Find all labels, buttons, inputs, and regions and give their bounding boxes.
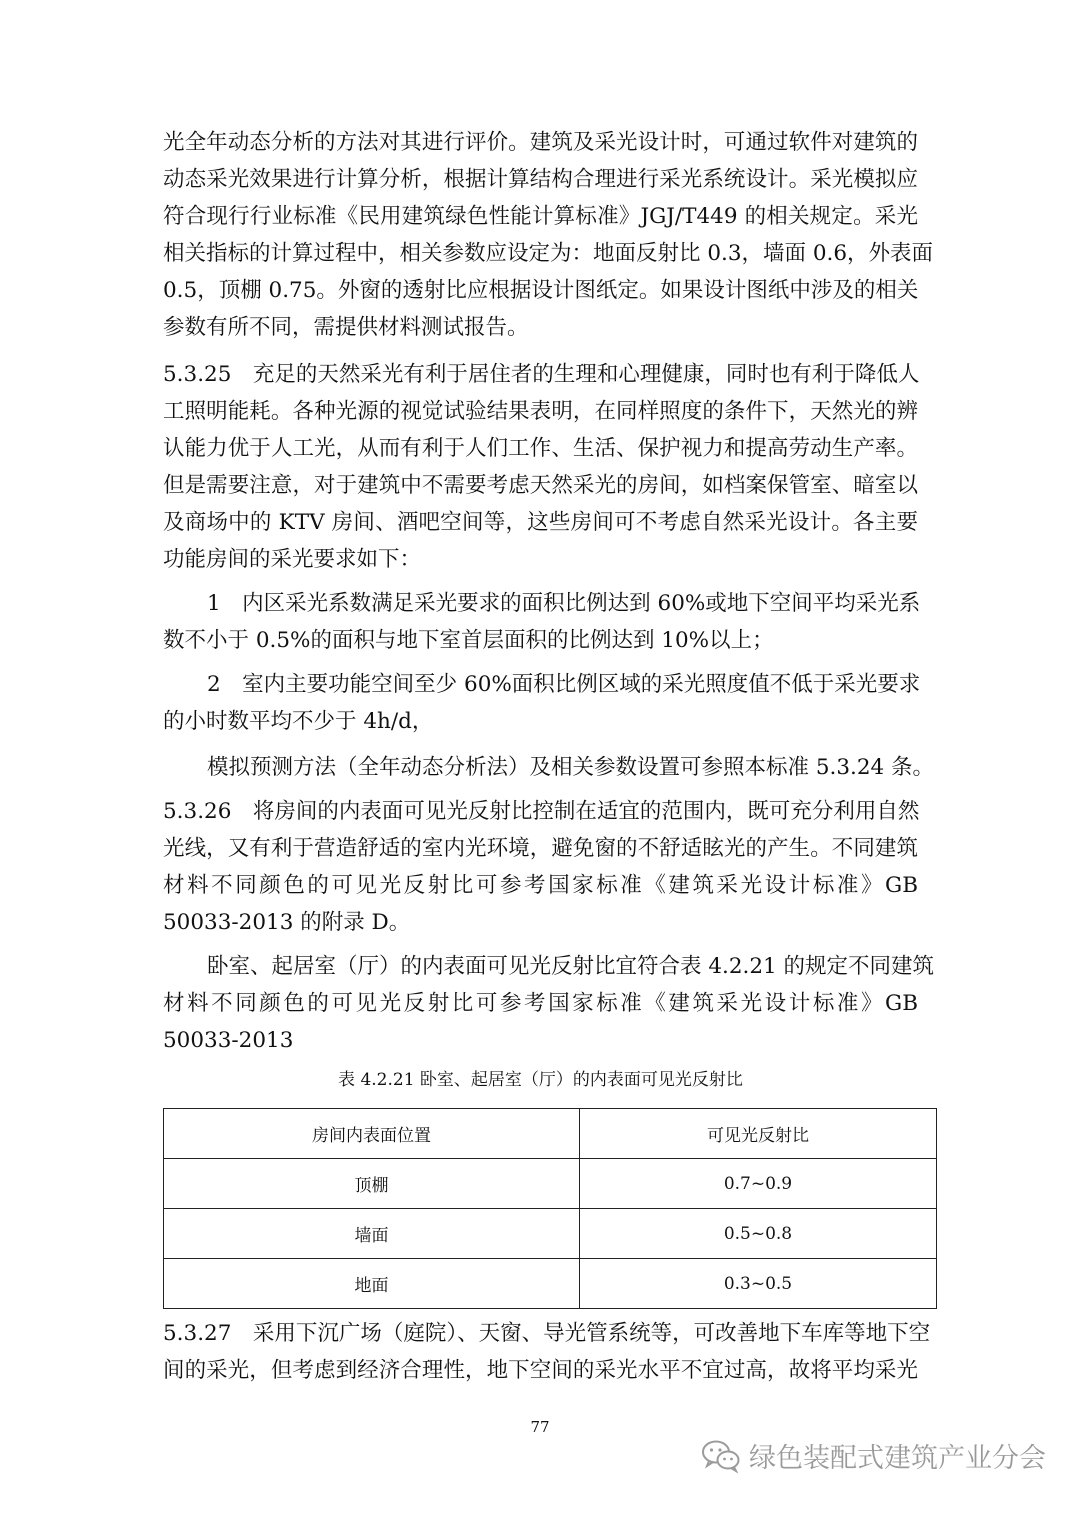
body-line: 工照明能耗。各种光源的视觉试验结果表明，在同样照度的条件下，天然光的辨: [163, 399, 918, 424]
watermark-text: 绿色装配式建筑产业分会: [749, 1443, 1046, 1474]
body-line: 的小时数平均不少于 4h/d，: [163, 709, 434, 734]
table-cell: 地面: [164, 1259, 580, 1309]
body-line: 符合现行行业标准《民用建筑绿色性能计算标准》JGJ/T449 的相关规定。采光: [163, 204, 918, 229]
body-line: 认能力优于人工光，从而有利于人们工作、生活、保护视力和提高劳动生产率。: [163, 436, 918, 461]
clause-5-3-25: 5.3.25 充足的天然采光有利于居住者的生理和心理健康，同时也有利于降低人: [163, 362, 920, 387]
list-item-2: 2 室内主要功能空间至少 60%面积比例区域的采光照度值不低于采光要求: [207, 672, 921, 697]
body-line: 光全年动态分析的方法对其进行评价。建筑及采光设计时，可通过软件对建筑的: [163, 130, 918, 155]
table-row: [164, 1159, 937, 1209]
table-row: [164, 1209, 937, 1259]
body-line: 但是需要注意，对于建筑中不需要考虑天然采光的房间，如档案保管室、暗室以: [163, 473, 918, 498]
column-header: 可见光反射比: [579, 1109, 936, 1159]
body-line: 50033-2013 的附录 D。: [163, 910, 411, 935]
table-cell: 0.7~0.9: [579, 1159, 936, 1209]
table-cell: 0.5~0.8: [579, 1209, 936, 1259]
list-item-1: 1 内区采光系数满足采光要求的面积比例达到 60%或地下空间平均采光系: [207, 591, 921, 616]
page-number: 77: [530, 1418, 550, 1436]
watermark: [701, 1436, 1046, 1475]
body-line: 光线，又有利于营造舒适的室内光环境，避免窗的不舒适眩光的产生。不同建筑: [163, 836, 918, 861]
body-line: 及商场中的 KTV 房间、酒吧空间等，这些房间可不考虑自然采光设计。各主要: [163, 510, 918, 535]
table-cell: 0.3~0.5: [579, 1259, 936, 1309]
body-line: 卧室、起居室（厅）的内表面可见光反射比宜符合表 4.2.21 的规定不同建筑: [207, 954, 935, 979]
clause-5-3-27: 5.3.27 采用下沉广场（庭院）、天窗、导光管系统等，可改善地下车库等地下空: [163, 1321, 931, 1346]
body-line: 动态采光效果进行计算分析，根据计算结构合理进行采光系统设计。采光模拟应: [163, 167, 918, 192]
column-header: 房间内表面位置: [164, 1109, 580, 1159]
table-caption: 表 4.2.21 卧室、起居室（厅）的内表面可见光反射比: [338, 1070, 743, 1090]
table-row: [164, 1259, 937, 1309]
body-line: 材料不同颜色的可见光反射比可参考国家标准《建筑采光设计标准》GB: [163, 991, 918, 1016]
body-line: 数不小于 0.5%的面积与地下室首层面积的比例达到 10%以上；: [163, 628, 774, 653]
reflectance-table: [163, 1108, 937, 1309]
body-line: 材料不同颜色的可见光反射比可参考国家标准《建筑采光设计标准》GB: [163, 873, 918, 898]
body-line: 相关指标的计算过程中，相关参数应设定为：地面反射比 0.3，墙面 0.6，外表面: [163, 241, 934, 266]
body-line: 50033-2013: [163, 1028, 294, 1053]
clause-5-3-26: 5.3.26 将房间的内表面可见光反射比控制在适宜的范围内，既可充分利用自然: [163, 799, 920, 824]
body-line: 模拟预测方法（全年动态分析法）及相关参数设置可参照本标准 5.3.24 条。: [207, 755, 935, 780]
body-line: 参数有所不同，需提供材料测试报告。: [163, 315, 529, 340]
body-line: 功能房间的采光要求如下：: [163, 547, 422, 572]
table-cell: 顶棚: [164, 1159, 580, 1209]
body-line: 间的采光，但考虑到经济合理性，地下空间的采光水平不宜过高，故将平均采光: [163, 1358, 918, 1383]
wechat-icon: [701, 1439, 741, 1473]
table-cell: 墙面: [164, 1209, 580, 1259]
body-line: 0.5，顶棚 0.75。外窗的透射比应根据设计图纸定。如果设计图纸中涉及的相关: [163, 278, 919, 303]
table-header-row: [164, 1109, 937, 1159]
